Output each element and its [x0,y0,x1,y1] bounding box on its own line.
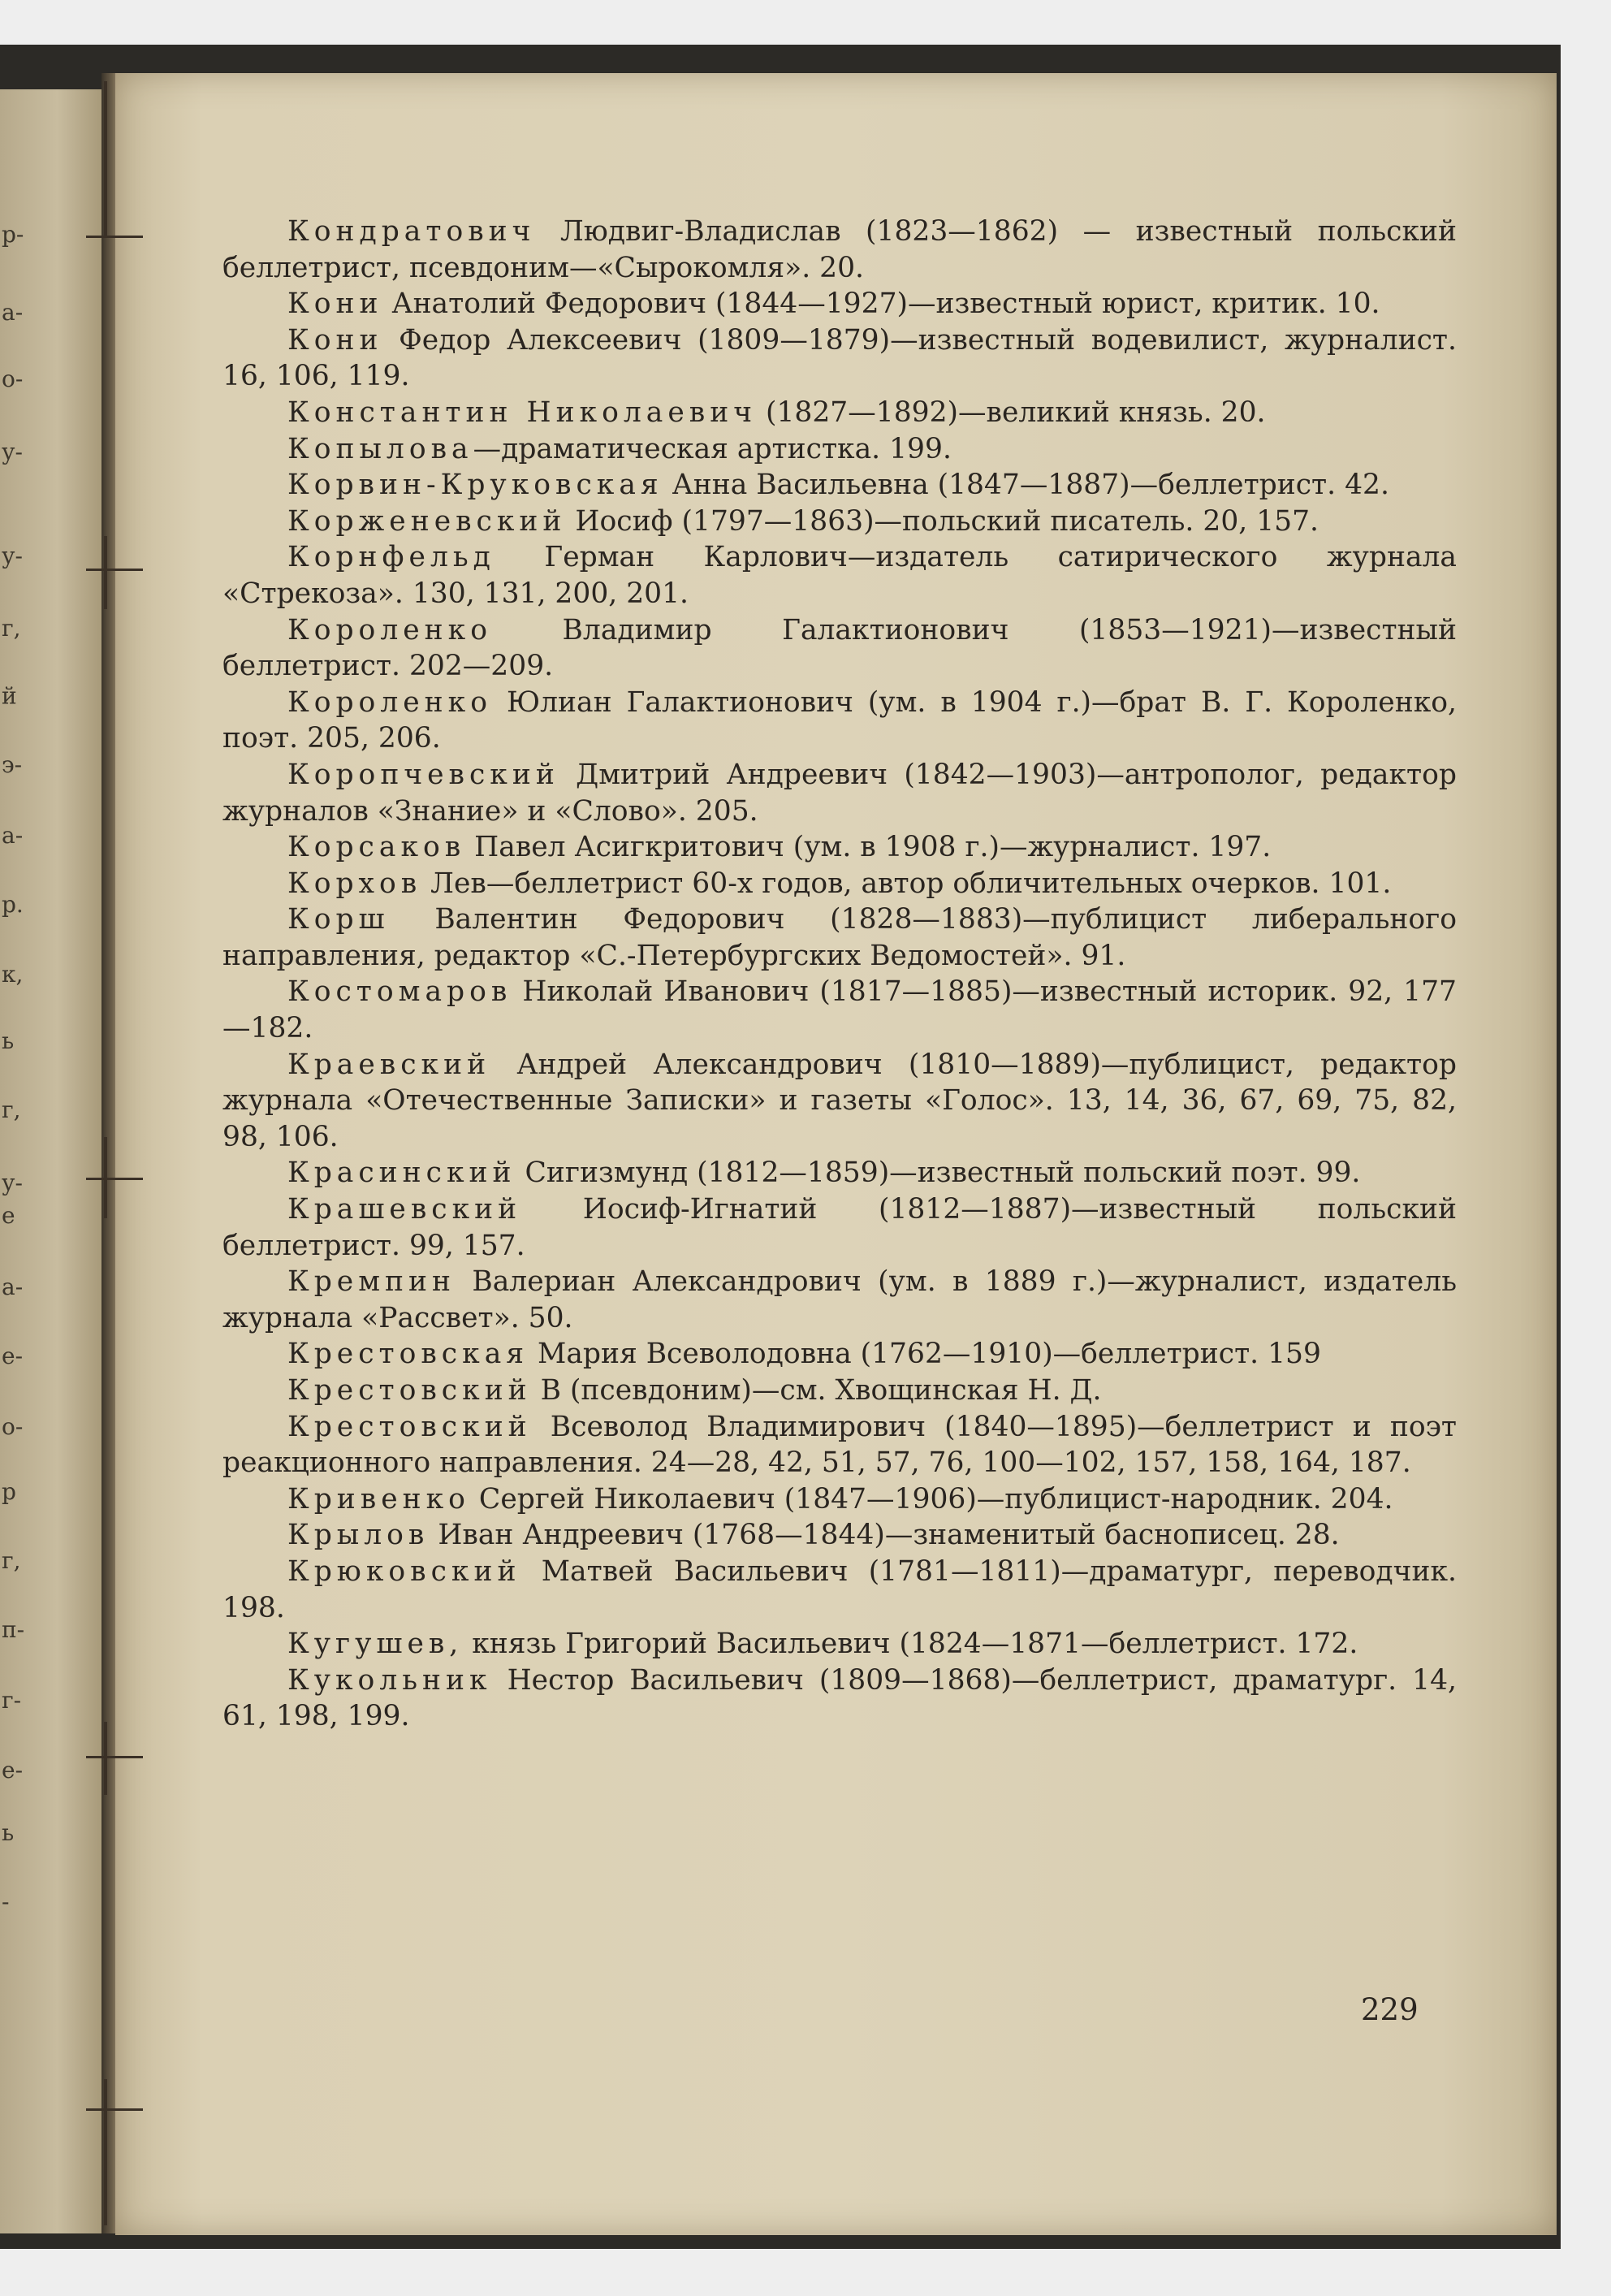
entry-name: Краевский [287,1048,491,1081]
margin-fragment: к, [2,961,24,988]
entry-text [222,1336,1457,1373]
binding-thread [104,2079,107,2225]
margin-fragment: е- [2,1343,24,1369]
margin-fragment: а- [2,1273,24,1300]
entry-name: Крестовский [287,1410,532,1443]
margin-fragment: р- [2,221,24,248]
index-entry [222,866,1457,902]
index-entries [222,214,1457,1735]
index-entry [222,539,1457,612]
entry-description: Герман Карлович—издатель сатирического журнала «Стрекоза». 130, 131, 200, 201. [222,541,1457,610]
margin-fragment: о- [2,365,24,392]
index-entry [222,1336,1457,1373]
entry-description: Всеволод Владимирович (1840—1895)—беллетрист и поэт реакционного направления. 24—28, 42, 51, 57, 76, 100—102, 157, 158, 164, 187. [222,1410,1457,1480]
entry-text [222,1191,1457,1264]
entry-name: Кондратович [287,215,536,248]
index-entry [222,1626,1457,1663]
entry-description: Сергей Николаевич (1847—1906)—публицист-народник. 204. [469,1482,1393,1516]
entry-description: Юлиан Галактионович (ум. в 1904 г.)—брат В. Г. Короленко, поэт. 205, 206. [222,685,1457,755]
entry-text [222,1626,1457,1663]
entry-description: Матвей Васильевич (1781—1811)—драматург, переводчик. 198. [222,1554,1457,1624]
entry-text [222,1373,1457,1409]
entry-description: —драматическая артистка. 199. [473,432,952,465]
margin-fragment: у- [2,1170,23,1196]
entry-text [222,1481,1457,1518]
entry-name: Корсаков [287,831,466,864]
entry-name: Корш [287,903,390,936]
entry-description: Иосиф-Игнатий (1812—1887)—известный польский беллетрист. 99, 157. [222,1193,1457,1262]
margin-fragment: э- [2,751,23,778]
entry-description: Анатолий Федорович (1844—1927)—известный юрист, критик. 10. [382,288,1380,321]
index-entry [222,1373,1457,1409]
entry-description: Мария Всеволодовна (1762—1910)—беллетрист. 159 [529,1338,1321,1371]
margin-fragment: п- [2,1616,25,1643]
index-entry [222,395,1457,431]
entry-name: Кони [287,323,383,357]
binding-stitch [86,1178,143,1180]
index-entry [222,467,1457,504]
entry-text [222,1554,1457,1626]
margin-fragment: г, [2,1547,21,1574]
index-entry [222,1517,1457,1554]
entry-text [222,504,1457,540]
index-entry [222,431,1457,468]
entry-description: Валентин Федорович (1828—1883)—публицист либерального направления, редактор «С.-Петербургских Ведомостей». 91. [222,903,1457,972]
entry-text [222,1264,1457,1336]
entry-text [222,1409,1457,1481]
entry-name: Короленко [287,685,492,719]
margin-fragment: о- [2,1413,24,1440]
binding-stitch [86,1756,143,1758]
entry-name: Кони [287,288,383,321]
margin-fragment: ь [2,1819,15,1846]
entry-name: Красинский [287,1157,516,1190]
entry-text [222,612,1457,685]
entry-text [222,467,1457,504]
entry-name: Крестовский [287,1374,532,1407]
margin-fragment: у- [2,439,23,465]
binding-stitch [86,236,143,238]
entry-description: В (псевдоним)—см. Хвощинская Н. Д. [531,1374,1102,1407]
index-entry [222,1264,1457,1336]
entry-description: Дмитрий Андреевич (1842—1903)—антрополог, редактор журналов «Знание» и «Слово». 205. [222,758,1457,828]
entry-description: Иван Андреевич (1768—1844)—знаменитый баснописец. 28. [429,1519,1340,1552]
entry-name: Копылова [287,432,473,465]
entry-text [222,322,1457,395]
entry-description: князь Григорий Васильевич (1824—1871—беллетрист. 172. [463,1628,1358,1661]
entry-name: Корхов [287,867,422,900]
margin-fragment: а- [2,299,24,326]
entry-description: Федор Алексеевич (1809—1879)—известный водевилист, журналист. 16, 106, 119. [222,323,1457,393]
index-entry [222,1481,1457,1518]
entry-name: Коропчевский [287,758,559,791]
index-entry [222,1554,1457,1626]
index-entry [222,1409,1457,1481]
index-entry [222,612,1457,685]
entry-text [222,431,1457,468]
index-entry [222,685,1457,757]
left-page-edge [0,89,104,2233]
entry-description: Анна Васильевна (1847—1887)—беллетрист. 42. [663,469,1389,502]
entry-text [222,866,1457,902]
entry-name: Костомаров [287,975,512,1009]
entry-text [222,1155,1457,1191]
entry-name: Корженевский [287,504,567,538]
entry-description: Павел Асигкритович (ум. в 1908 г.)—журналист. 197. [465,831,1272,864]
entry-description: Андрей Александрович (1810—1889)—публицист, редактор журнала «Отечественные Записки» и газеты «Голос». 13, 14, 36, 67, 69, 75, 82, 98, 106. [222,1048,1457,1153]
index-entry [222,974,1457,1046]
entry-description: Валериан Александрович (ум. в 1889 г.)—журналист, издатель журнала «Рассвет». 50. [222,1265,1457,1334]
entry-text [222,685,1457,757]
entry-name: Крылов [287,1519,430,1552]
entry-text [222,974,1457,1046]
entry-name: Кривенко [287,1482,470,1516]
entry-text [222,214,1457,286]
index-entry [222,1191,1457,1264]
margin-fragment: г- [2,1687,22,1714]
binding-thread [104,536,107,609]
binding-stitch [86,2108,143,2111]
entry-text [222,1517,1457,1554]
index-entry [222,504,1457,540]
entry-name: Константин Николаевич [287,396,758,429]
binding-thread [104,1722,107,1795]
margin-fragment: - [2,1888,10,1915]
margin-fragment: а- [2,822,24,849]
binding-stitch [86,569,143,571]
margin-fragment: г, [2,615,21,642]
index-entry [222,829,1457,866]
entry-name: Короленко [287,613,492,646]
entry-text [222,539,1457,612]
entry-name: Корнфельд [287,541,495,574]
entry-name: Кремпин [287,1265,456,1299]
entry-name: Кукольник [287,1663,492,1697]
margin-fragment: е- [2,1757,24,1784]
binding-thread [104,1137,107,1218]
entry-text [222,1663,1457,1735]
entry-description: (1827—1892)—великий князь. 20. [757,396,1266,429]
entry-name: Крюковский [287,1554,521,1588]
entry-text [222,286,1457,322]
index-entry [222,286,1457,322]
margin-fragment: ь [2,1027,15,1054]
margin-fragment: е [2,1202,15,1229]
entry-name: Крашевский [287,1193,522,1226]
entry-text [222,902,1457,974]
index-entry [222,214,1457,286]
index-entry [222,757,1457,829]
entry-name: Кугушев, [287,1628,464,1661]
entry-description: Иосиф (1797—1863)—польский писатель. 20, 157. [566,504,1319,538]
entry-text [222,1047,1457,1156]
entry-description: Нестор Васильевич (1809—1868)—беллетрист, драматург. 14, 61, 198, 199. [222,1663,1457,1733]
margin-fragment: г, [2,1096,21,1123]
margin-fragment: у- [2,543,23,569]
index-entry [222,322,1457,395]
page-number: 229 [1361,1992,1419,2027]
entry-description: Лев—беллетрист 60-х годов, автор обличительных очерков. 101. [421,867,1392,900]
entry-description: Владимир Галактионович (1853—1921)—известный беллетрист. 202—209. [222,613,1457,683]
entry-name: Крестовская [287,1338,529,1371]
index-entry [222,1155,1457,1191]
index-entry [222,902,1457,974]
margin-fragment: й [2,682,17,709]
index-entry [222,1663,1457,1735]
entry-name: Корвин-Круковская [287,469,663,502]
entry-text [222,395,1457,431]
margin-fragment: р [2,1478,16,1505]
entry-text [222,829,1457,866]
entry-description: Сигизмунд (1812—1859)—известный польский поэт. 99. [516,1157,1361,1190]
entry-text [222,757,1457,829]
binding-thread [104,81,107,236]
entry-description: Николай Иванович (1817—1885)—известный историк. 92, 177—182. [222,975,1457,1045]
index-entry [222,1047,1457,1156]
margin-fragment: р. [2,891,24,918]
entry-description: Людвиг-Владислав (1823—1862) — известный польский беллетрист, псевдоним—«Сырокомля». 20. [222,215,1457,284]
